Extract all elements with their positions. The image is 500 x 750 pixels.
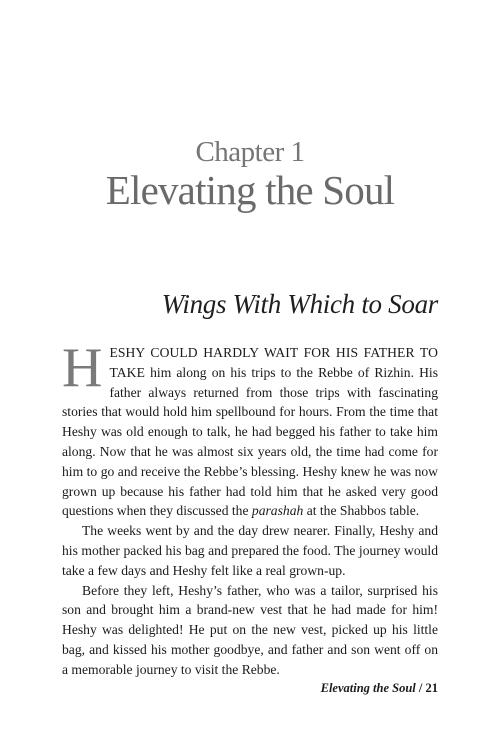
page-number: 21 [425, 681, 438, 695]
paragraph-3: Before they left, Heshy’s father, who was a tailor, surprised his son and brought him a brand-new vest that he had made for him! Heshy was delighted! He put on the new vest, picked up his little bag, and kissed his mother goodbye, and father and son went off on a memorable journey to visit the Rebbe. [62, 582, 438, 677]
paragraph-1 [62, 337, 438, 521]
page-footer [321, 681, 438, 696]
drop-cap: H [62, 337, 103, 399]
chapter-title: Elevating the Soul [105, 167, 395, 213]
chapter-number: Chapter 1 [195, 136, 305, 168]
paragraph-1-text: him along on his trips to the Rebbe of Rizhin. His father always returned from those trips with fascinating stories that would hold him spellbound for hours. From the time that Heshy was old enough to talk, he had begged his father to take him along. Now that he was almost six years old, the time had come for him to go and receive the Rebbe’s blessing. Heshy knew he was now grown up because his father had told him that he asked very good questions when they discussed the [62, 364, 438, 519]
section-title: Wings With Which to Soar [161, 289, 438, 319]
running-title: Elevating the Soul [320, 681, 416, 695]
parashah-term: parashah [251, 503, 304, 519]
body-text [62, 337, 438, 680]
paragraph-1-end: at the Shabbos table. [303, 503, 420, 519]
paragraph-2: The weeks went by and the day drew nearer. Finally, Heshy and his mother packed his bag and prepared the food. The journey would take a few days and Heshy felt like a real grown-up. [62, 523, 438, 578]
footer-separator: / [415, 681, 426, 695]
lead-caps: ESHY COULD HARDLY WAIT FOR HIS FATHER TO TAKE [109, 345, 438, 380]
